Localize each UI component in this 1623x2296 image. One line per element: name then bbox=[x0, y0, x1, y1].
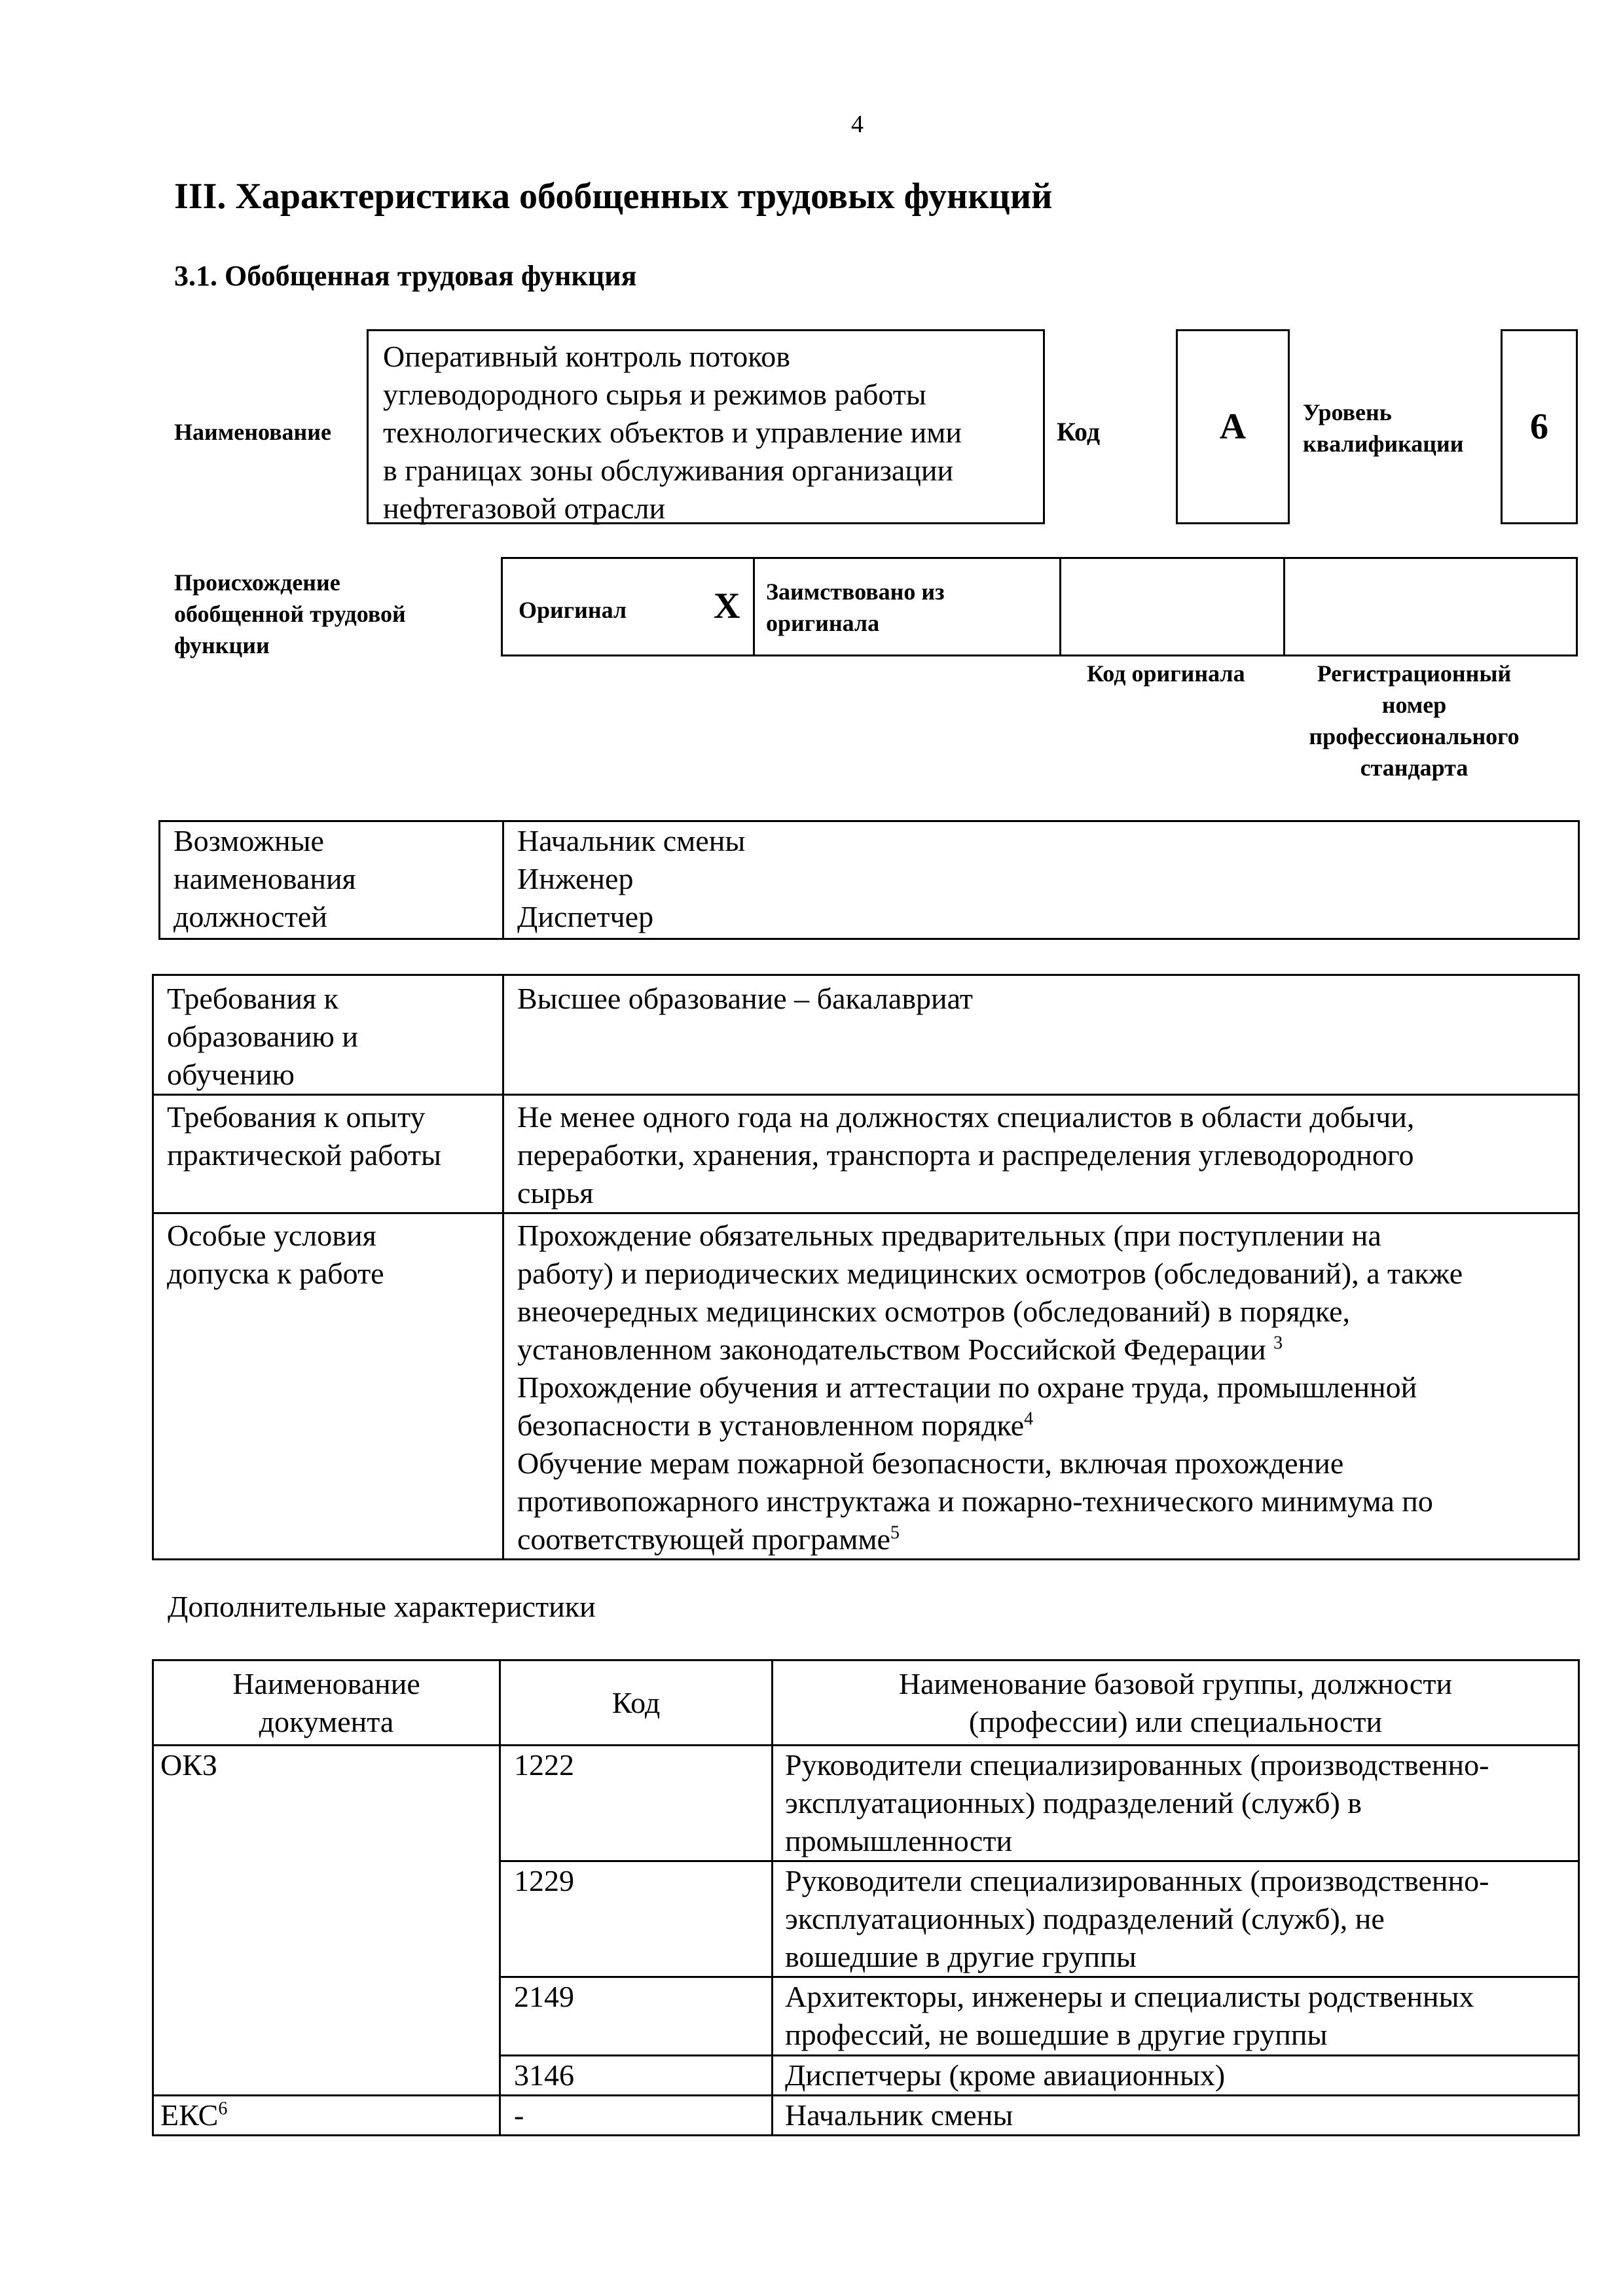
page-number: 4 bbox=[851, 111, 864, 138]
row-name: Руководители специализированных (производственно- эксплуатационных) подразделений (служб), не вошедшие в другие группы bbox=[773, 1861, 1579, 1977]
positions-label: Возможные наименования должностей bbox=[160, 821, 503, 939]
table-row bbox=[153, 1746, 1579, 1861]
function-name-text: Оперативный контроль потоков углеводородного сырья и режимов работы технологических объектов и управление ими в границах зоны обслуживания организации нефтегазовой отрасли bbox=[383, 340, 962, 525]
level-value: 6 bbox=[1530, 406, 1548, 447]
special-conditions-label: Особые условия допуска к работе bbox=[153, 1213, 503, 1560]
positions-table bbox=[158, 820, 1580, 940]
education-label: Требования к образованию и обучению bbox=[153, 975, 503, 1095]
experience-value: Не менее одного года на должностях специалистов в области добычи, переработки, хранения, транспорта и распределения углеводородного сырья bbox=[503, 1095, 1579, 1213]
code-label: Код bbox=[1057, 417, 1101, 446]
table-row bbox=[153, 2096, 1579, 2136]
positions-row bbox=[160, 821, 1579, 939]
requirement-row-special bbox=[153, 1213, 1579, 1560]
origin-table bbox=[501, 557, 1578, 656]
education-value: Высшее образование – бакалавриат bbox=[503, 975, 1579, 1095]
origin-label: Происхождение обобщенной трудовой функции bbox=[174, 569, 406, 658]
origin-divider-3 bbox=[1283, 559, 1285, 655]
code-original-caption: Код оригинала bbox=[1087, 660, 1245, 687]
positions-values: Начальник смены Инженер Диспетчер bbox=[503, 821, 1579, 939]
requirements-table bbox=[152, 974, 1580, 1560]
header-code: Код bbox=[500, 1660, 773, 1746]
special-conditions-value: Прохождение обязательных предварительных (при поступлении на работу) и периодических медицинских осмотров (обследований), а также внеочередных медицинских осмотров (обследований) в порядке, установленном законодательством Российской Федерации $^3$ Прохождение обучения и аттестации по охране труда, промышленной безопасности в установленном порядке$^4$ Обучение мерам пожарной безопасности, включая прохождение противопожарного инструктажа и пожарно-технического минимума по соответствующей программе$^5$ bbox=[503, 1213, 1579, 1560]
row-code: - bbox=[500, 2096, 773, 2136]
header-name: Наименование базовой группы, должности (профессии) или специальности bbox=[773, 1660, 1579, 1746]
row-name: Архитекторы, инженеры и специалисты родственных профессий, не вошедшие в другие группы bbox=[773, 1977, 1579, 2056]
level-box bbox=[1501, 329, 1578, 524]
footnote-ref: 3 bbox=[1273, 1333, 1283, 1354]
row-code: 1229 bbox=[500, 1861, 773, 1977]
borrowed-label: Заимствовано из оригинала bbox=[766, 579, 945, 636]
row-name: Начальник смены bbox=[773, 2096, 1579, 2136]
row-code: 3146 bbox=[500, 2056, 773, 2096]
additional-header-row bbox=[153, 1660, 1579, 1746]
experience-label: Требования к опыту практической работы bbox=[153, 1095, 503, 1213]
footnote-ref: 5 bbox=[890, 1522, 900, 1543]
original-mark: X bbox=[714, 586, 740, 626]
function-name-box bbox=[367, 329, 1045, 524]
row-name: Диспетчеры (кроме авиационных) bbox=[773, 2056, 1579, 2096]
reg-number-caption: Регистрационный номер профессионального стандарта bbox=[1309, 660, 1520, 781]
level-label: Уровень квалификации bbox=[1303, 399, 1464, 457]
okz-document: ОКЗ bbox=[153, 1746, 500, 2096]
origin-divider-2 bbox=[1059, 559, 1061, 655]
additional-title: Дополнительные характеристики bbox=[168, 1590, 596, 1623]
section-title: III. Характеристика обобщенных трудовых функций bbox=[174, 176, 1053, 217]
requirement-row-experience bbox=[153, 1095, 1579, 1213]
additional-table bbox=[152, 1659, 1580, 2136]
name-label: Наименование bbox=[174, 419, 331, 445]
code-box bbox=[1176, 329, 1290, 524]
origin-divider-1 bbox=[753, 559, 755, 655]
subsection-title: 3.1. Обобщенная трудовая функция bbox=[174, 260, 637, 292]
row-name: Руководители специализированных (производственно- эксплуатационных) подразделений (служб) в промышленности bbox=[773, 1746, 1579, 1861]
code-value: A bbox=[1219, 406, 1247, 447]
requirement-row-education bbox=[153, 975, 1579, 1095]
header-document: Наименование документа bbox=[153, 1660, 500, 1746]
row-code: 1222 bbox=[500, 1746, 773, 1861]
row-code: 2149 bbox=[500, 1977, 773, 2056]
eks-document: ЕКС$^6$ bbox=[153, 2096, 500, 2136]
footnote-ref: 4 bbox=[1024, 1408, 1034, 1429]
original-label: Оригинал bbox=[519, 597, 627, 623]
footnote-ref: 6 bbox=[218, 2098, 228, 2119]
